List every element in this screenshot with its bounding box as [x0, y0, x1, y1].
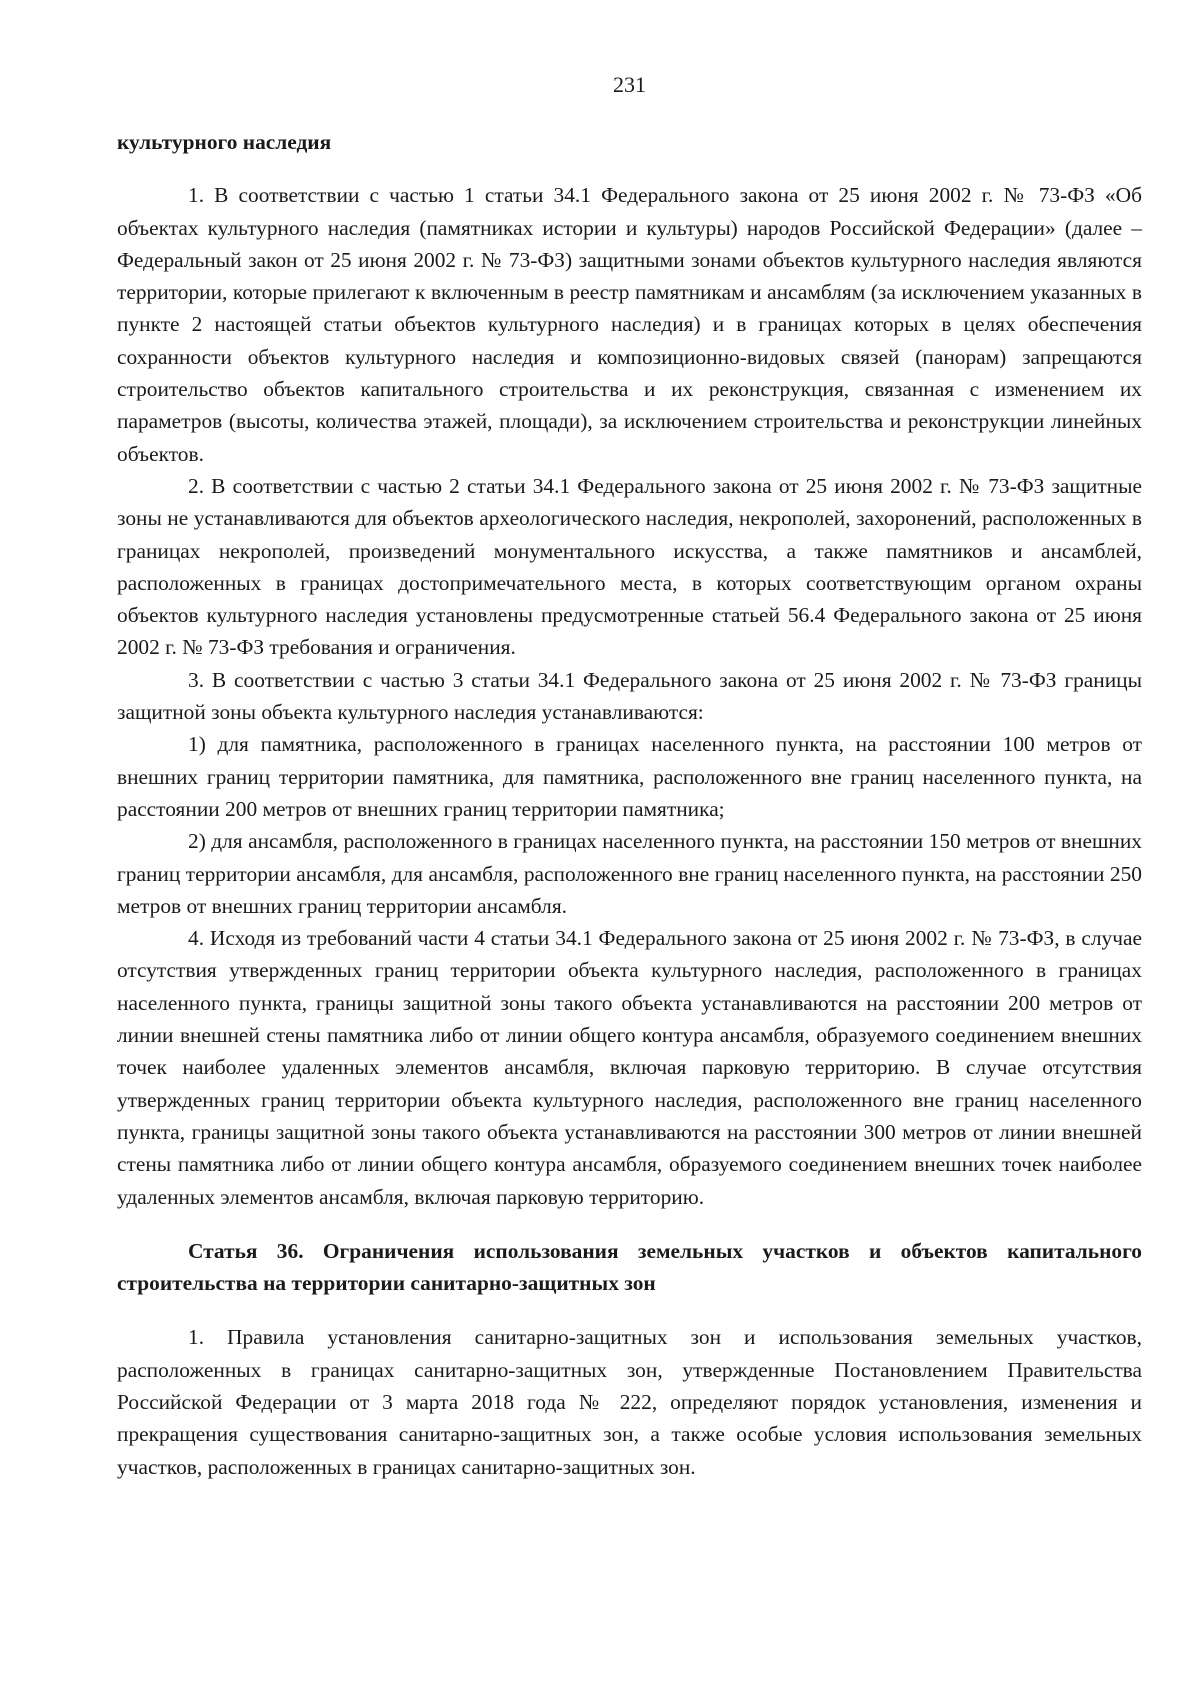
article-36-heading: Статья 36. Ограничения использования земельных участков и объектов капитального строительства на территории санитарно-защитных зон: [117, 1238, 1142, 1296]
paragraph-3: 3. В соответствии с частью 3 статьи 34.1 Федерального закона от 25 июня 2002 г. № 73-ФЗ границы защитной зоны объекта культурного наследия устанавливаются:: [117, 667, 1142, 725]
paragraph-2: 2. В соответствии с частью 2 статьи 34.1 Федерального закона от 25 июня 2002 г. № 73-ФЗ защитные зоны не устанавливаются для объектов археологического наследия, некрополей, захоронений, расположенных в границах некрополей, произведений монументального искусства, а также памятников и ансамблей, расположенных в границах достопримечательного места, в которых соответствующим органом охраны объектов культурного наследия установлены предусмотренные статьей 56.4 Федерального закона от 25 июня 2002 г. № 73-ФЗ требования и ограничения.: [117, 473, 1142, 660]
paragraph-3-item-1: 1) для памятника, расположенного в границах населенного пункта, на расстоянии 100 метров от внешних границ территории памятника, для памятника, расположенного вне границ населенного пункта, на расстоянии 200 метров от внешних границ территории памятника;: [117, 732, 1142, 821]
page-number: 231: [613, 72, 646, 97]
paragraph-3-item-2: 2) для ансамбля, расположенного в границах населенного пункта, на расстоянии 150 метров от внешних границ территории ансамбля, для ансамбля, расположенного вне границ населенного пункта, на расстоянии 250 метров от внешних границ территории ансамбля.: [117, 829, 1142, 918]
article-36-paragraph-1: 1. Правила установления санитарно-защитных зон и использования земельных участков, расположенных в границах санитарно-защитных зон, утвержденные Постановлением Правительства Российской Федерации от 3 марта 2018 года № 222, определяют порядок установления, изменения и прекращения существования санитарно-защитных зон, а также особые условия использования земельных участков, расположенных в границах санитарно-защитных зон.: [117, 1325, 1142, 1479]
paragraph-4: 4. Исходя из требований части 4 статьи 34.1 Федерального закона от 25 июня 2002 г. № 73-ФЗ, в случае отсутствия утвержденных границ территории объекта культурного наследия, расположенного в границах населенного пункта, границы защитной зоны такого объекта устанавливаются на расстоянии 200 метров от линии внешней стены памятника либо от линии общего контура ансамбля, образуемого соединением внешних точек наиболее удаленных элементов ансамбля, включая парковую территорию. В случае отсутствия утвержденных границ территории объекта культурного наследия, расположенного вне границ населенного пункта, границы защитной зоны такого объекта устанавливаются на расстоянии 300 метров от линии внешней стены памятника либо от линии общего контура ансамбля, образуемого соединением внешних точек наиболее удаленных элементов ансамбля, включая парковую территорию.: [117, 926, 1142, 1209]
document-body: [117, 126, 1142, 1483]
section-heading-continuation: культурного наследия: [117, 130, 332, 154]
paragraph-1: 1. В соответствии с частью 1 статьи 34.1 Федерального закона от 25 июня 2002 г. № 73-ФЗ «Об объектах культурного наследия (памятниках истории и культуры) народов Российской Федерации» (далее – Федеральный закон от 25 июня 2002 г. № 73-ФЗ) защитными зонами объектов культурного наследия являются территории, которые прилегают к включенным в реестр памятникам и ансамблям (за исключением указанных в пункте 2 настоящей статьи объектов культурного наследия) и в границах которых в целях обеспечения сохранности объектов культурного наследия и композиционно-видовых связей (панорам) запрещаются строительство объектов капитального строительства и их реконструкция, связанная с изменением их параметров (высоты, количества этажей, площади), за исключением строительства и реконструкции линейных объектов.: [117, 183, 1142, 466]
